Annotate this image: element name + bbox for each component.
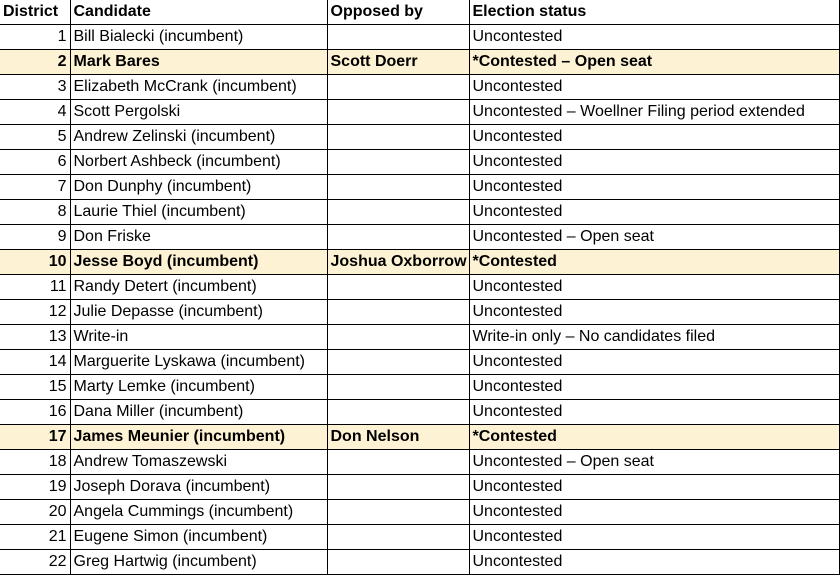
status-cell: Uncontested – Open seat bbox=[469, 450, 839, 475]
status-cell: Uncontested – Woellner Filing period extended bbox=[469, 100, 839, 125]
opposed-by-cell bbox=[327, 75, 469, 100]
table-row-contested bbox=[0, 50, 839, 75]
opposed-by-cell bbox=[327, 350, 469, 375]
status-cell: Uncontested – Open seat bbox=[469, 225, 839, 250]
status-cell: Write-in only – No candidates filed bbox=[469, 325, 839, 350]
district-cell: 17 bbox=[0, 425, 70, 450]
district-cell: 6 bbox=[0, 150, 70, 175]
opposed-by-cell bbox=[327, 150, 469, 175]
district-cell: 18 bbox=[0, 450, 70, 475]
table-row bbox=[0, 525, 839, 550]
table-body bbox=[0, 25, 839, 575]
opposed-by-cell bbox=[327, 125, 469, 150]
status-cell: Uncontested bbox=[469, 175, 839, 200]
status-cell: Uncontested bbox=[469, 275, 839, 300]
opposed-by-cell bbox=[327, 300, 469, 325]
opposed-by-cell bbox=[327, 225, 469, 250]
opposed-by-cell: Scott Doerr bbox=[327, 50, 469, 75]
table-row bbox=[0, 225, 839, 250]
table-row bbox=[0, 475, 839, 500]
candidate-cell: Angela Cummings (incumbent) bbox=[70, 500, 327, 525]
table-row bbox=[0, 300, 839, 325]
candidate-cell: Marty Lemke (incumbent) bbox=[70, 375, 327, 400]
table-row bbox=[0, 75, 839, 100]
opposed-by-cell: Don Nelson bbox=[327, 425, 469, 450]
table-row bbox=[0, 200, 839, 225]
opposed-by-cell bbox=[327, 375, 469, 400]
table-row bbox=[0, 400, 839, 425]
table-row-contested bbox=[0, 250, 839, 275]
district-cell: 2 bbox=[0, 50, 70, 75]
district-cell: 11 bbox=[0, 275, 70, 300]
opposed-by-cell bbox=[327, 325, 469, 350]
district-cell: 5 bbox=[0, 125, 70, 150]
candidate-cell: Dana Miller (incumbent) bbox=[70, 400, 327, 425]
candidate-cell: Elizabeth McCrank (incumbent) bbox=[70, 75, 327, 100]
district-cell: 19 bbox=[0, 475, 70, 500]
header-candidate: Candidate bbox=[70, 0, 327, 25]
candidate-cell: Julie Depasse (incumbent) bbox=[70, 300, 327, 325]
opposed-by-cell bbox=[327, 200, 469, 225]
status-cell: Uncontested bbox=[469, 500, 839, 525]
opposed-by-cell bbox=[327, 525, 469, 550]
header-election-status: Election status bbox=[469, 0, 839, 25]
district-cell: 21 bbox=[0, 525, 70, 550]
district-cell: 22 bbox=[0, 550, 70, 575]
candidate-cell: Don Friske bbox=[70, 225, 327, 250]
district-cell: 14 bbox=[0, 350, 70, 375]
table-row bbox=[0, 100, 839, 125]
header-district: District bbox=[0, 0, 70, 25]
district-cell: 9 bbox=[0, 225, 70, 250]
candidate-cell: James Meunier (incumbent) bbox=[70, 425, 327, 450]
opposed-by-cell bbox=[327, 450, 469, 475]
candidate-cell: Write-in bbox=[70, 325, 327, 350]
status-cell: Uncontested bbox=[469, 375, 839, 400]
table-row bbox=[0, 150, 839, 175]
status-cell: Uncontested bbox=[469, 525, 839, 550]
opposed-by-cell bbox=[327, 475, 469, 500]
district-cell: 7 bbox=[0, 175, 70, 200]
status-cell: Uncontested bbox=[469, 400, 839, 425]
candidate-cell: Eugene Simon (incumbent) bbox=[70, 525, 327, 550]
table-row bbox=[0, 550, 839, 575]
status-cell: Uncontested bbox=[469, 300, 839, 325]
candidate-cell: Scott Pergolski bbox=[70, 100, 327, 125]
candidate-cell: Joseph Dorava (incumbent) bbox=[70, 475, 327, 500]
candidate-cell: Jesse Boyd (incumbent) bbox=[70, 250, 327, 275]
candidate-cell: Greg Hartwig (incumbent) bbox=[70, 550, 327, 575]
table-row bbox=[0, 25, 839, 50]
status-cell: Uncontested bbox=[469, 475, 839, 500]
district-cell: 10 bbox=[0, 250, 70, 275]
candidate-cell: Andrew Zelinski (incumbent) bbox=[70, 125, 327, 150]
candidate-cell: Andrew Tomaszewski bbox=[70, 450, 327, 475]
district-cell: 1 bbox=[0, 25, 70, 50]
opposed-by-cell bbox=[327, 25, 469, 50]
status-cell: Uncontested bbox=[469, 550, 839, 575]
candidate-cell: Norbert Ashbeck (incumbent) bbox=[70, 150, 327, 175]
table-row-contested bbox=[0, 425, 839, 450]
status-cell: Uncontested bbox=[469, 125, 839, 150]
district-cell: 12 bbox=[0, 300, 70, 325]
table-row bbox=[0, 450, 839, 475]
table-row bbox=[0, 175, 839, 200]
status-cell: Uncontested bbox=[469, 350, 839, 375]
opposed-by-cell bbox=[327, 100, 469, 125]
status-cell: Uncontested bbox=[469, 75, 839, 100]
district-cell: 3 bbox=[0, 75, 70, 100]
table-header-row bbox=[0, 0, 839, 25]
district-cell: 16 bbox=[0, 400, 70, 425]
opposed-by-cell bbox=[327, 275, 469, 300]
status-cell: Uncontested bbox=[469, 200, 839, 225]
candidate-cell: Randy Detert (incumbent) bbox=[70, 275, 327, 300]
district-cell: 8 bbox=[0, 200, 70, 225]
candidate-cell: Bill Bialecki (incumbent) bbox=[70, 25, 327, 50]
status-cell: *Contested – Open seat bbox=[469, 50, 839, 75]
candidate-cell: Laurie Thiel (incumbent) bbox=[70, 200, 327, 225]
table-row bbox=[0, 325, 839, 350]
district-cell: 15 bbox=[0, 375, 70, 400]
opposed-by-cell: Joshua Oxborrow bbox=[327, 250, 469, 275]
district-cell: 20 bbox=[0, 500, 70, 525]
table-row bbox=[0, 375, 839, 400]
table-row bbox=[0, 500, 839, 525]
candidate-cell: Don Dunphy (incumbent) bbox=[70, 175, 327, 200]
candidate-cell: Marguerite Lyskawa (incumbent) bbox=[70, 350, 327, 375]
district-cell: 13 bbox=[0, 325, 70, 350]
opposed-by-cell bbox=[327, 175, 469, 200]
candidate-cell: Mark Bares bbox=[70, 50, 327, 75]
header-opposed-by: Opposed by bbox=[327, 0, 469, 25]
table-row bbox=[0, 275, 839, 300]
table-row bbox=[0, 350, 839, 375]
status-cell: *Contested bbox=[469, 425, 839, 450]
table-row bbox=[0, 125, 839, 150]
status-cell: Uncontested bbox=[469, 150, 839, 175]
status-cell: *Contested bbox=[469, 250, 839, 275]
district-cell: 4 bbox=[0, 100, 70, 125]
opposed-by-cell bbox=[327, 550, 469, 575]
opposed-by-cell bbox=[327, 500, 469, 525]
status-cell: Uncontested bbox=[469, 25, 839, 50]
opposed-by-cell bbox=[327, 400, 469, 425]
